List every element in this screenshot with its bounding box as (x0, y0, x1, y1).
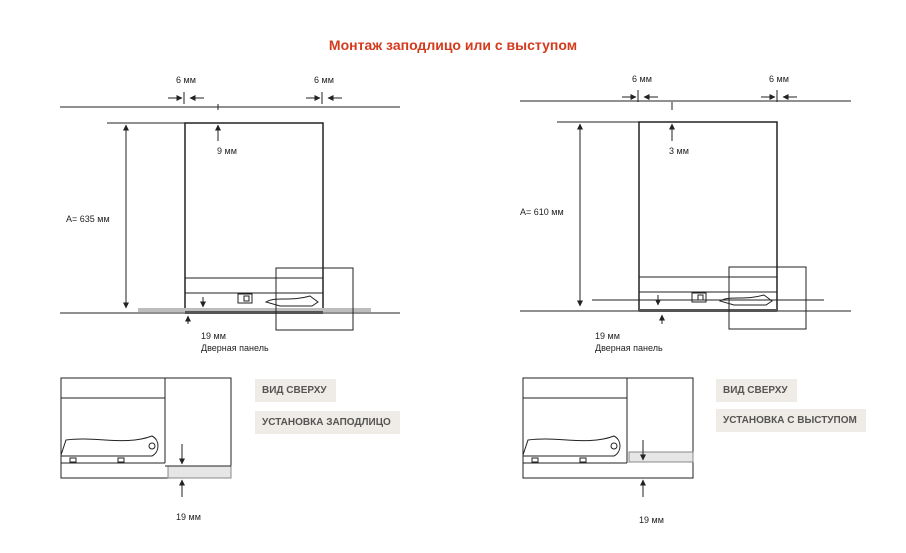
flush-install-tag: УСТАНОВКА ЗАПОДЛИЦО (255, 411, 400, 434)
protruding-view-tag: ВИД СВЕРХУ (716, 379, 797, 402)
protruding-detail-dim-label: 19 мм (639, 515, 664, 525)
flush-front-view (60, 92, 400, 330)
protruding-panel-thickness-label: 19 мм (595, 331, 620, 341)
protruding-front-view (520, 90, 851, 329)
protruding-height-label: A= 610 мм (520, 207, 564, 217)
protruding-install-tag: УСТАНОВКА С ВЫСТУПОМ (716, 409, 866, 432)
protruding-gap-left-label: 6 мм (632, 74, 652, 84)
flush-detail-dim-label: 19 мм (176, 512, 201, 522)
door-panel (185, 311, 323, 314)
flush-panel-thickness-label: 19 мм (201, 331, 226, 341)
flush-top-view-detail (61, 378, 231, 497)
flush-top-gap-label: 9 мм (217, 146, 237, 156)
protruding-top-gap-label: 3 мм (669, 146, 689, 156)
flush-height-label: A= 635 мм (66, 214, 110, 224)
protruding-panel-label: Дверная панель (595, 343, 663, 353)
page-title: Монтаж заподлицо или с выступом (328, 37, 578, 53)
flush-gap-right-label: 6 мм (314, 75, 334, 85)
flush-view-tag: ВИД СВЕРХУ (255, 379, 336, 402)
flush-panel-label: Дверная панель (201, 343, 269, 353)
protruding-top-view-detail (523, 378, 693, 497)
appliance-cabinet (185, 123, 323, 311)
flush-gap-left-label: 6 мм (176, 75, 196, 85)
appliance-cabinet (639, 122, 777, 310)
protruding-gap-right-label: 6 мм (769, 74, 789, 84)
door-panel (639, 309, 777, 312)
